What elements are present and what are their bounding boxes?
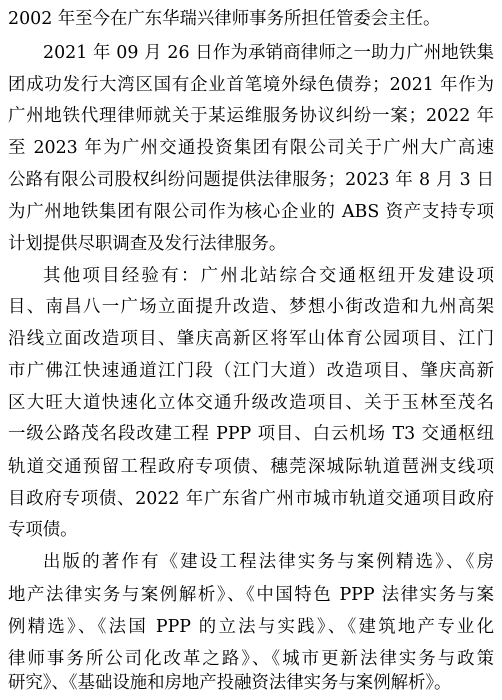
text-line: 目政府专项债、2022 年广东省广州市城市轨道交通项目政府 (8, 489, 494, 509)
text-line: 团成功发行大湾区国有企业首笔境外绿色债券；2021 年作为 (8, 75, 494, 95)
text-line: 市广佛江快速通道江门段（江门大道）改造项目、肇庆高新 (8, 361, 494, 381)
text-line: 计划提供尽职调查及发行法律服务。 (8, 234, 287, 254)
text-line: 区大旺大道快速化立体交通升级改造项目、关于玉林至茂名 (8, 393, 494, 413)
text-line: 公路有限公司股权纠纷问题提供法律服务；2023 年 8 月 3 日 (8, 170, 494, 190)
text-line: 研究》、《基础设施和房地产投融资法律实务与案例解析》。 (8, 673, 452, 693)
text-line: 至 2023 年为广州交通投资集团有限公司关于广州大广高速 (8, 138, 494, 158)
text-line: 出版的著作有《建设工程法律实务与案例精选》、《房 (43, 552, 494, 572)
text-line: 地产法律实务与案例解析》、《中国特色 PPP 法律实务与案 (8, 585, 494, 605)
text-line: 一级公路茂名段改建工程 PPP 项目、白云机场 T3 交通枢纽 (8, 424, 494, 444)
text-line: 2021 年 09 月 26 日作为承销商律师之一助力广州地铁集 (43, 43, 494, 63)
text-line: 目、南昌八一广场立面提升改造、梦想小街改造和九州高架 (8, 297, 494, 317)
text-line: 专项债。 (8, 520, 78, 540)
text-line: 广州地铁代理律师就关于某运维服务协议纠纷一案；2022 年 (8, 106, 494, 126)
text-line: 2002 年至今在广东华瑞兴律师事务所担任管委会主任。 (8, 9, 441, 29)
text-line: 律师事务所公司化改革之路》、《城市更新法律实务与政策 (8, 649, 494, 669)
text-line: 轨道交通预留工程政府专项债、穗莞深城际轨道琶洲支线项 (8, 457, 494, 477)
text-line: 例精选》、《法国 PPP 的立法与实践》、《建筑地产专业化 (8, 617, 494, 637)
text-line: 沿线立面改造项目、肇庆高新区将军山体育公园项目、江门 (8, 329, 494, 349)
text-line: 其他项目经验有：广州北站综合交通枢纽开发建设项 (43, 266, 494, 286)
text-line: 为广州地铁集团有限公司作为核心企业的 ABS 资产支持专项 (8, 202, 494, 222)
